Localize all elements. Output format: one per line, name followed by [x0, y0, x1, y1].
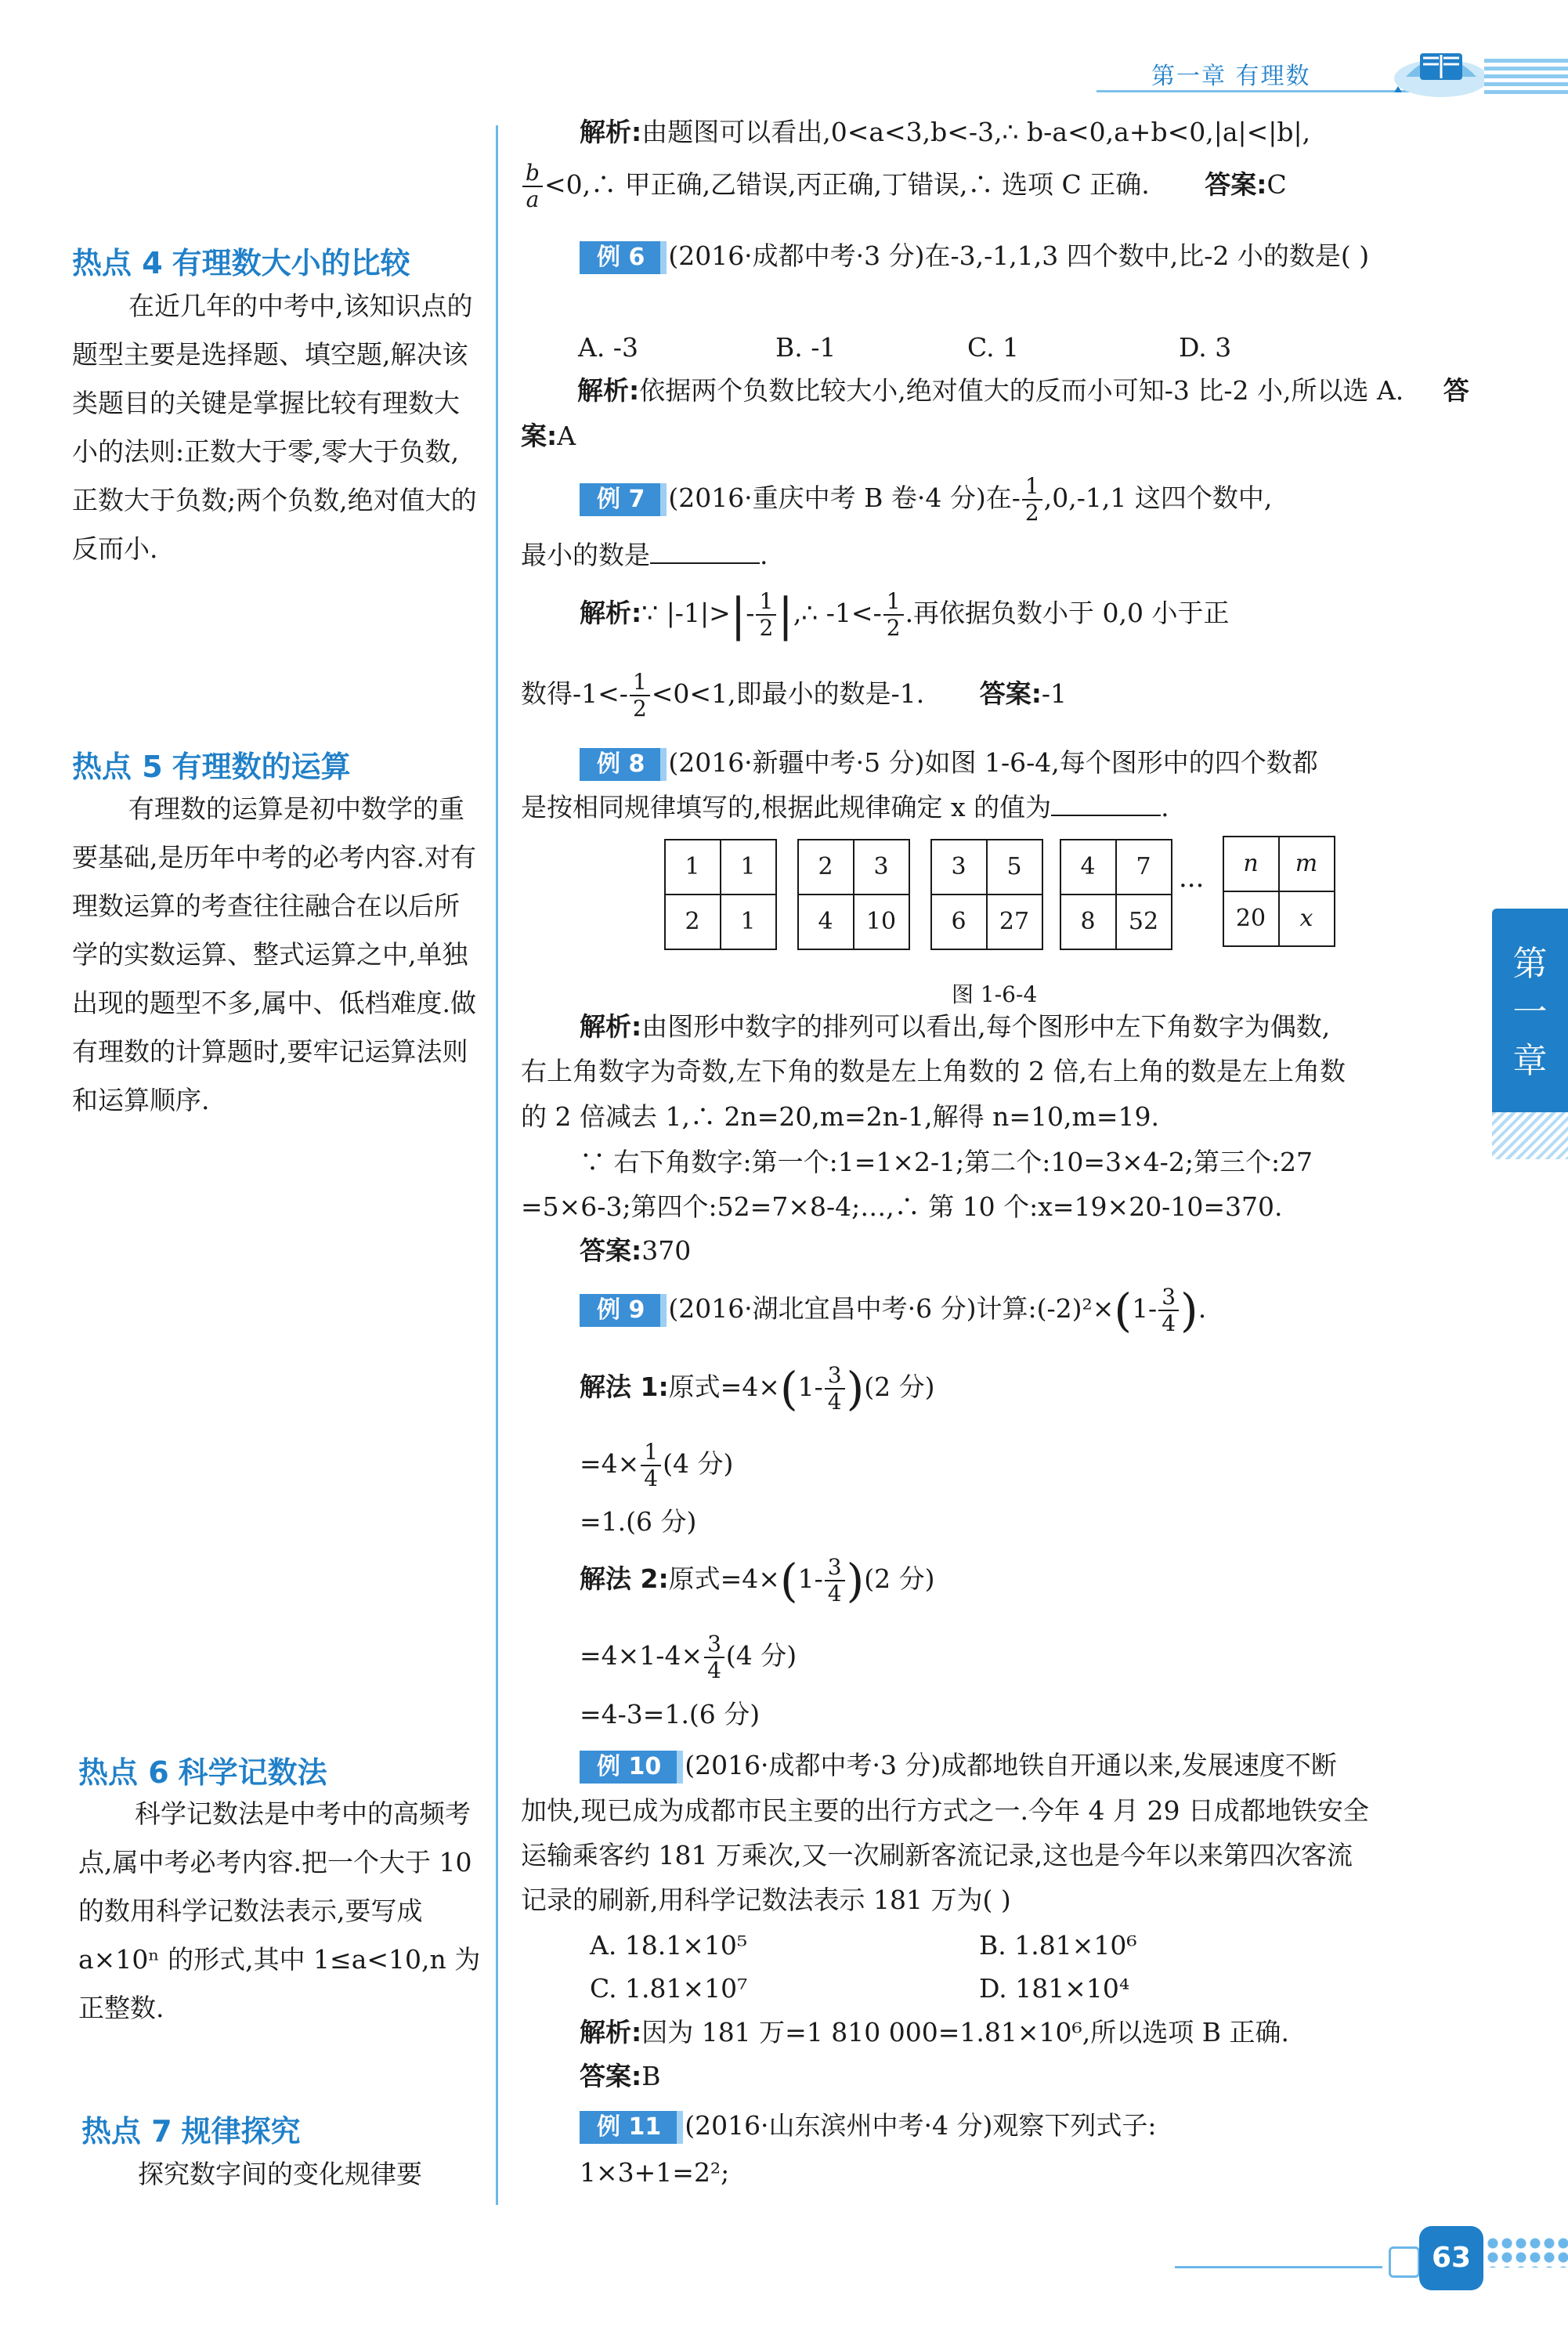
hotspot-5-num: 热点 5: [72, 750, 163, 784]
method1-line2: =4×: [580, 1448, 640, 1479]
ex9-stem: 例 9 (2016·湖北宜昌中考·6 分)计算:(-2)²×(1- $\frac{3}{4}$ ).: [580, 1285, 1531, 1336]
hotspot-4-title: [72, 239, 410, 282]
ex8-analysis-3: 的 2 倍减去 1,∴ 2n=20,m=2n-1,解得 n=10,m=19.: [521, 1101, 1159, 1132]
cell-br: 27: [999, 908, 1030, 935]
ex6-analysis-text: 依据两个负数比较大小,绝对值大的反而小可知-3 比-2 小,所以选 A.: [639, 375, 1404, 406]
ex7-label: 例 7: [580, 483, 660, 516]
header-stripes: [1484, 55, 1568, 94]
answer-blank[interactable]: [1051, 791, 1161, 816]
figure-caption: 图 1-6-4: [952, 981, 1038, 1007]
hotspot-4-num: 热点 4: [72, 246, 163, 280]
main-column: [521, 0, 1476, 2342]
ex10-option-c: C. 1.81×10⁷: [590, 1973, 748, 2004]
fraction-1-over-4: $\frac{1}{4}$: [641, 1440, 661, 1491]
hotspot-6-num: 热点 6: [78, 1755, 169, 1790]
fraction-3-over-4: $\frac{3}{4}$: [1158, 1285, 1179, 1336]
ex6-analysis: [521, 368, 1472, 459]
cell-tl: 1: [685, 853, 700, 880]
ex10-analysis-text: 因为 181 万=1 810 000=1.81×10⁶,所以选项 B 正确.: [641, 2017, 1289, 2047]
ex7-stem-c: 最小的数是: [521, 540, 650, 570]
hotspot-6-body: 科学记数法是中考中的高频考点,属中考必考内容.把一个大于 10 的数用科学记数法表示,要写成a×10ⁿ 的形式,其中 1≤a<10,n 为正整数.: [78, 1798, 481, 2023]
ex6-option-a: A. -3: [578, 332, 638, 363]
ex7-analysis-d: 数得-1<-: [521, 678, 628, 709]
ex6-label: 例 6: [580, 241, 660, 274]
fraction-b-over-a: $\frac{b}{a}$: [522, 161, 543, 212]
method1-label: 解法 1:: [580, 1372, 669, 1402]
ex6-stem-text: (2016·成都中考·3 分)在-3,-1,1,3 四个数中,比-2 小的数是( ): [668, 240, 1370, 271]
cell-tl: 3: [951, 853, 966, 880]
cell-tr: 1: [740, 853, 756, 880]
ex5-analysis-text-a: 由题图可以看出,0<a<3,b<-3,∴ b-a<0,a+b<0,|a|<|b|,: [641, 117, 1311, 147]
hotspot-5-title: [72, 743, 351, 786]
figure-box-1: [664, 839, 777, 950]
ex10-stem-text-1: (2016·成都中考·3 分)成都地铁自开通以来,发展速度不断: [685, 1750, 1337, 1780]
ex8-label: 例 8: [580, 748, 660, 781]
ex7-analysis-a: ∵ |-1|>: [641, 598, 731, 628]
ex11-label: 例 11: [580, 2111, 677, 2144]
ex5-analysis-line2: $\frac{b}{a}$ <0,∴ 甲正确,乙错误,丙正确,丁错误,∴ 选项 C 正确. 答案:C: [521, 161, 1472, 212]
fraction-3-over-4: $\frac{3}{4}$: [825, 1555, 845, 1607]
analysis-label: 解析:: [580, 598, 642, 628]
fraction-1-over-2: $\frac{1}{2}$: [1022, 474, 1042, 526]
hotspot-6-name: 科学记数法: [178, 1755, 327, 1790]
cell-tr: m: [1295, 850, 1318, 877]
ex7-analysis-line2: [521, 670, 1472, 721]
ex11-stem-text: (2016·山东滨州中考·4 分)观察下列式子:: [685, 2110, 1157, 2141]
column-divider: [496, 125, 498, 2205]
ex10-option-d: D. 181×10⁴: [979, 1973, 1130, 2004]
ex7-answer: -1: [1041, 678, 1068, 709]
analysis-label: 解析:: [577, 375, 640, 406]
page-number: 63: [1419, 2226, 1483, 2290]
figure-box-4: [1060, 839, 1172, 950]
ex10-stem-3: 运输乘客约 181 万乘次,又一次刷新客流记录,这也是今年以来第四次客流: [521, 1840, 1353, 1870]
footer-dots: [1486, 2236, 1568, 2268]
hotspot-7-num: 热点 7: [81, 2114, 172, 2149]
score-2: (2 分): [864, 1372, 935, 1402]
score-4: (4 分): [663, 1448, 734, 1479]
figure-box-3: [930, 839, 1043, 950]
chapter-side-tab[interactable]: [1492, 909, 1568, 1112]
answer-label: 答案:: [580, 1235, 642, 1266]
cell-tl: n: [1243, 850, 1259, 877]
cell-br: x: [1299, 905, 1313, 932]
ex9-method1-line1: 解法 1:原式=4×(1- $\frac{3}{4}$ )(2 分): [580, 1362, 935, 1415]
ex10-stem-4: 记录的刷新,用科学记数法表示 181 万为( ): [521, 1885, 1011, 1915]
ex6-option-b: B. -1: [775, 332, 836, 363]
ex9-method1-line3: =1.(6 分): [580, 1506, 697, 1537]
ex7-stem-b: ,0,-1,1 这四个数中,: [1043, 482, 1273, 513]
ex5-analysis-text-b: <0,∴ 甲正确,乙错误,丙正确,丁错误,∴ 选项 C 正确.: [544, 169, 1150, 200]
ex10-option-b: B. 1.81×10⁶: [979, 1930, 1137, 1961]
ex7-stem-a: (2016·重庆中考 B 卷·4 分)在-: [668, 482, 1021, 513]
method2-line2: =4×1-4×: [580, 1640, 703, 1671]
chapter-header-title: 第一章 有理数: [1151, 63, 1311, 90]
answer-label: 答案:: [521, 375, 1469, 451]
fraction-3-over-4: $\frac{3}{4}$: [704, 1632, 724, 1683]
ex5-analysis-line1: [580, 110, 1531, 155]
ex6-option-d: D. 3: [1179, 332, 1232, 363]
ex8-stem-a: (2016·新疆中考·5 分)如图 1-6-4,每个图形中的四个数都: [668, 747, 1318, 778]
method2-label: 解法 2:: [580, 1563, 669, 1594]
score-4: (4 分): [725, 1640, 797, 1671]
hotspot-4-body: 在近几年的中考中,该知识点的题型主要是选择题、填空题,解决该类题目的关键是掌握比较有理数大小的法则:正数大于零,零大于负数,正数大于负数;两个负数,绝对值大的反而小.: [72, 291, 477, 564]
cell-tr: 3: [873, 853, 889, 880]
ex6-option-c: C. 1: [967, 332, 1020, 363]
cell-bl: 6: [951, 908, 966, 935]
ex11-line1: 1×3+1=2²;: [580, 2157, 730, 2188]
method1-text: 原式=4×: [668, 1372, 780, 1402]
ex6-answer: A: [557, 421, 576, 451]
hotspot-7-body: 探究数字间的变化规律要: [138, 2159, 422, 2189]
answer-label: 答案:: [979, 678, 1042, 709]
fraction-1-over-2: $\frac{1}{2}$: [883, 589, 904, 641]
ex7-analysis-line1: 解析:∵ |-1|>|- $\frac{1}{2}$ |,∴ -1<- $\frac{1}{2}$ .再依据负数小于 0,0 小于正: [580, 588, 1230, 642]
hotspot-6-title: [78, 1748, 327, 1791]
hotspot-7-title: [81, 2107, 301, 2150]
cell-br: 52: [1128, 908, 1159, 935]
ex9-method2-line1: 解法 2:原式=4×(1- $\frac{3}{4}$ )(2 分): [580, 1554, 935, 1607]
cell-tl: 2: [818, 853, 833, 880]
ex8-stem-line2: 是按相同规律填写的,根据此规律确定 x 的值为 .: [521, 792, 1169, 822]
ex7-stem: [580, 474, 1531, 526]
hotspot-7-name: 规律探究: [181, 2114, 301, 2149]
hotspot-5-name: 有理数的运算: [172, 750, 351, 784]
cell-bl: 2: [685, 908, 700, 935]
cell-tr: 5: [1006, 853, 1022, 880]
score-2: (2 分): [864, 1563, 935, 1594]
ex8-analysis-text-1: 由图形中数字的排列可以看出,每个图形中左下角数字为偶数,: [641, 1011, 1331, 1042]
cell-br: 10: [865, 908, 897, 935]
cell-bl: 4: [818, 908, 833, 935]
analysis-label: 解析:: [580, 1011, 642, 1042]
analysis-label: 解析:: [580, 117, 642, 147]
ex8-analysis-2: 右上角数字为奇数,左下角的数是左上角数的 2 倍,右上角的数是左上角数: [521, 1056, 1346, 1086]
footer-rule: [1175, 2266, 1382, 2268]
cell-br: 1: [740, 908, 756, 935]
answer-label: 答案:: [1205, 169, 1267, 200]
fraction-3-over-4: $\frac{3}{4}$: [825, 1363, 845, 1415]
ex8-analysis-4: ∵ 右下角数字:第一个:1=1×2-1;第二个:10=3×4-2;第三个:27: [580, 1147, 1313, 1177]
fraction-1-over-2: $\frac{1}{2}$: [630, 670, 650, 721]
ex10-label: 例 10: [580, 1751, 677, 1784]
figure-ellipsis: ···: [1179, 870, 1205, 902]
figure-box-2: [797, 839, 910, 950]
ex8-stem: [580, 740, 1531, 786]
answer-label: 答案:: [580, 2061, 642, 2091]
cell-bl: 20: [1235, 905, 1266, 932]
ex9-label: 例 9: [580, 1294, 660, 1327]
ex7-stem-line2: 最小的数是 .: [521, 540, 768, 570]
ex10-answer: B: [641, 2061, 661, 2091]
ex7-analysis-e: <0<1,即最小的数是-1.: [651, 678, 925, 709]
chapter-side-tab-label: 第一章: [1512, 944, 1548, 1081]
cell-tr: 7: [1136, 853, 1151, 880]
ex8-stem-b: 是按相同规律填写的,根据此规律确定 x 的值为: [521, 792, 1052, 822]
side-tab-stripes: [1492, 1112, 1568, 1159]
hotspot-5-body: 有理数的运算是初中数学的重要基础,是历年中考的必考内容.对有理数运算的考查往往融合在以后所学的实数运算、整式运算之中,单独出现的题型不多,属中、低档难度.做有理数的计算题时,要牢记运算法则和运算顺序.: [72, 793, 476, 1115]
analysis-label: 解析:: [580, 2017, 642, 2047]
ex6-stem: [580, 233, 1531, 279]
ex9-method2-line3: =4-3=1.(6 分): [580, 1699, 761, 1729]
cell-tl: 4: [1080, 853, 1096, 880]
cell-bl: 8: [1080, 908, 1096, 935]
ex7-analysis-b: ,∴ -1<-: [793, 598, 882, 628]
fraction-1-over-2: $\frac{1}{2}$: [756, 589, 776, 641]
figure-box-n: [1223, 836, 1335, 947]
method2-text: 原式=4×: [668, 1563, 780, 1594]
ex10-option-a: A. 18.1×10⁵: [590, 1930, 748, 1961]
hotspot-4-name: 有理数大小的比较: [172, 246, 410, 280]
ex8-analysis-5: =5×6-3;第四个:52=7×8-4;…,∴ 第 10 个:x=19×20-10=370.: [521, 1191, 1283, 1222]
ex7-analysis-c: .再依据负数小于 0,0 小于正: [905, 598, 1230, 628]
ex10-stem-2: 加快,现已成为成都市民主要的出行方式之一.今年 4 月 29 日成都地铁安全: [521, 1795, 1369, 1826]
ex8-answer: 370: [641, 1235, 692, 1266]
footer-square-icon: [1389, 2246, 1420, 2278]
ex9-stem-text: (2016·湖北宜昌中考·6 分)计算:(-2)²×: [668, 1293, 1115, 1324]
answer-blank[interactable]: [650, 539, 760, 564]
